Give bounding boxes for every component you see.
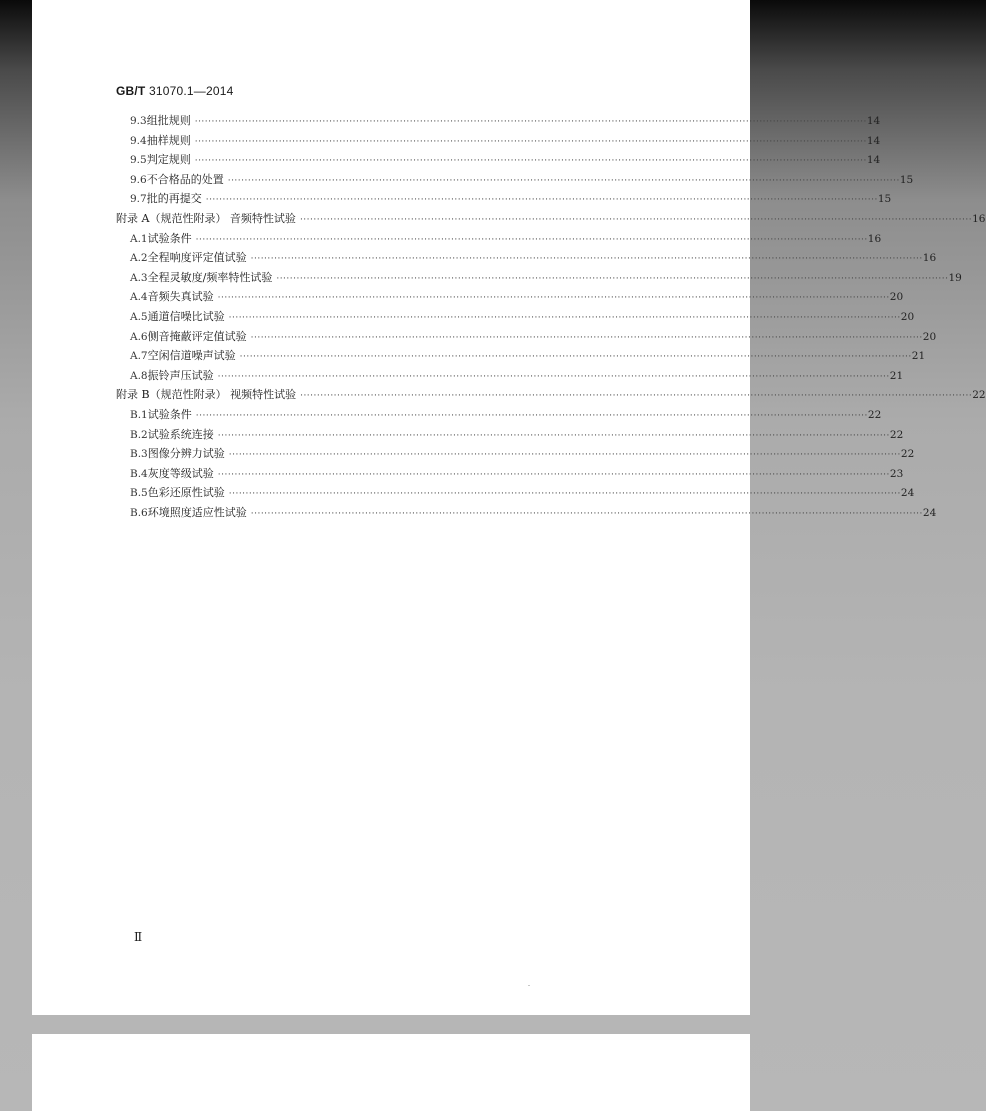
toc-entry-page: 14 bbox=[866, 154, 881, 166]
toc-entry-number: A.8 bbox=[130, 370, 148, 382]
toc-entry-page: 22 bbox=[889, 429, 904, 441]
toc-leader-dots: ········································································································································································································ bbox=[194, 156, 867, 166]
toc-entry-page: 15 bbox=[877, 193, 892, 205]
page-number-roman: Ⅱ bbox=[134, 930, 143, 944]
toc-leader-dots: ········································································································································································································ bbox=[228, 489, 901, 499]
toc-entry-title: 振铃声压试验 bbox=[147, 369, 214, 382]
scan-speck bbox=[528, 985, 530, 986]
toc-entry-number: 9.4 bbox=[130, 135, 147, 147]
toc-entry-page: 16 bbox=[972, 213, 986, 225]
toc-entry-title: 判定规则 bbox=[146, 153, 191, 166]
toc-entry bbox=[130, 190, 892, 208]
toc-entry-page: 22 bbox=[900, 448, 915, 460]
toc-leader-dots: ········································································································································································································ bbox=[217, 431, 890, 441]
toc-entry-title: 批的再提交 bbox=[146, 192, 202, 205]
toc-leader-dots: ········································································································································································································ bbox=[228, 450, 901, 460]
toc-entry-number: A.2 bbox=[130, 252, 148, 264]
toc-entry-number: A.7 bbox=[130, 350, 148, 362]
toc-entry-number: A.4 bbox=[130, 291, 148, 303]
toc-entry bbox=[130, 426, 904, 444]
toc-entry-page: 14 bbox=[866, 115, 881, 127]
toc-leader-dots: ········································································································································································································ bbox=[227, 176, 900, 186]
toc-entry bbox=[130, 445, 915, 463]
toc-entry-number: B.1 bbox=[130, 409, 148, 421]
toc-entry bbox=[130, 132, 881, 150]
toc-entry-title: 抽样规则 bbox=[146, 134, 191, 147]
toc-entry-title: 音频失真试验 bbox=[147, 290, 214, 303]
toc-entry-number: A.3 bbox=[130, 272, 148, 284]
toc-entry-number: B.3 bbox=[130, 448, 148, 460]
toc-entry-title: 图像分辨力试验 bbox=[147, 447, 225, 460]
toc-entry bbox=[130, 367, 904, 385]
toc-entry-number: A.6 bbox=[130, 331, 148, 343]
toc-entry-page: 22 bbox=[972, 389, 986, 401]
toc-leader-dots: ········································································································································································································ bbox=[250, 254, 923, 264]
toc-leader-dots: ········································································································································································································ bbox=[250, 509, 923, 519]
toc-entry bbox=[130, 328, 937, 346]
toc-entry-page: 16 bbox=[867, 233, 882, 245]
toc-entry-page: 20 bbox=[922, 331, 937, 343]
document-page bbox=[32, 0, 986, 1015]
toc-entry-title: 附录 A（规范性附录） 音频特性试验 bbox=[116, 212, 296, 225]
toc-entry-number: A.5 bbox=[130, 311, 148, 323]
toc-entry bbox=[130, 249, 937, 267]
toc-leader-dots: ········································································································································································································ bbox=[194, 117, 867, 127]
toc-leader-dots: ········································································································································································································ bbox=[217, 293, 890, 303]
standard-code: GB/T bbox=[116, 84, 146, 98]
toc-entry-title: 空闲信道噪声试验 bbox=[147, 349, 236, 362]
toc-entry bbox=[130, 288, 904, 306]
toc-leader-dots: ········································································································································································································ bbox=[239, 352, 912, 362]
toc-entry bbox=[130, 504, 937, 522]
toc-entry-title: 试验系统连接 bbox=[147, 428, 214, 441]
toc-entry bbox=[130, 465, 904, 483]
toc-entry-page: 20 bbox=[889, 291, 904, 303]
next-page-edge bbox=[32, 1034, 750, 1111]
toc-entry bbox=[130, 269, 962, 287]
toc-entry-title: 试验条件 bbox=[147, 408, 192, 421]
toc-entry-page: 20 bbox=[900, 311, 915, 323]
toc-leader-dots: ········································································································································································································ bbox=[217, 372, 890, 382]
toc-leader-dots: ········································································································································································································ bbox=[300, 391, 973, 401]
toc-entry-page: 14 bbox=[866, 135, 881, 147]
toc-entry-page: 21 bbox=[911, 350, 926, 362]
toc-entry-number: B.6 bbox=[130, 507, 148, 519]
toc-entry-title: 灰度等级试验 bbox=[147, 467, 214, 480]
toc-leader-dots: ········································································································································································································ bbox=[195, 411, 868, 421]
toc-entry-title: 附录 B（规范性附录） 视频特性试验 bbox=[116, 388, 297, 401]
toc-entry-title: 试验条件 bbox=[147, 232, 192, 245]
toc-entry-page: 19 bbox=[948, 272, 962, 284]
toc-entry-number: 9.5 bbox=[130, 154, 147, 166]
toc-leader-dots: ········································································································································································································ bbox=[299, 215, 973, 225]
toc-entry-title: 全程响度评定值试验 bbox=[147, 251, 247, 264]
toc-entry-title: 不合格品的处置 bbox=[146, 173, 224, 186]
toc-leader-dots: ········································································································································································································ bbox=[276, 274, 949, 284]
toc-entry-number: 9.3 bbox=[130, 115, 147, 127]
toc-entry-title: 通道信噪比试验 bbox=[147, 310, 225, 323]
toc-leader-dots: ········································································································································································································ bbox=[228, 313, 901, 323]
toc-entry bbox=[116, 210, 986, 228]
toc-leader-dots: ········································································································································································································ bbox=[250, 333, 923, 343]
toc-entry bbox=[130, 151, 881, 169]
toc-entry bbox=[116, 386, 986, 404]
toc-entry-title: 色彩还原性试验 bbox=[147, 486, 225, 499]
toc-entry-page: 16 bbox=[922, 252, 937, 264]
toc-entry-page: 15 bbox=[899, 174, 914, 186]
toc-entry bbox=[130, 406, 882, 424]
toc-leader-dots: ········································································································································································································ bbox=[205, 195, 878, 205]
toc-entry-page: 22 bbox=[867, 409, 882, 421]
toc-entry bbox=[130, 308, 915, 326]
toc-entry bbox=[130, 347, 926, 365]
toc-leader-dots: ········································································································································································································ bbox=[195, 235, 868, 245]
toc-entry bbox=[130, 171, 914, 189]
toc-entry-page: 21 bbox=[889, 370, 904, 382]
toc-entry-number: 9.7 bbox=[130, 193, 147, 205]
toc-entry bbox=[130, 484, 915, 502]
toc-entry-title: 组批规则 bbox=[146, 114, 191, 127]
toc-entry-number: 9.6 bbox=[130, 174, 147, 186]
toc-entry-page: 24 bbox=[900, 487, 915, 499]
toc-entry-title: 环境照度适应性试验 bbox=[147, 506, 247, 519]
toc-entry bbox=[130, 230, 882, 248]
toc-entry bbox=[130, 112, 881, 130]
toc-leader-dots: ········································································································································································································ bbox=[194, 137, 867, 147]
toc-entry-number: B.2 bbox=[130, 429, 148, 441]
toc-entry-title: 侧音掩蔽评定值试验 bbox=[147, 330, 247, 343]
standard-header bbox=[116, 84, 234, 98]
toc-entry-page: 23 bbox=[889, 468, 904, 480]
toc-entry-number: A.1 bbox=[130, 233, 148, 245]
toc-entry-number: B.5 bbox=[130, 487, 148, 499]
toc-leader-dots: ········································································································································································································ bbox=[217, 470, 890, 480]
toc-entry-page: 24 bbox=[922, 507, 937, 519]
toc-entry-title: 全程灵敏度/频率特性试验 bbox=[147, 271, 273, 284]
standard-number: 31070.1—2014 bbox=[149, 84, 234, 98]
toc-entry-number: B.4 bbox=[130, 468, 148, 480]
